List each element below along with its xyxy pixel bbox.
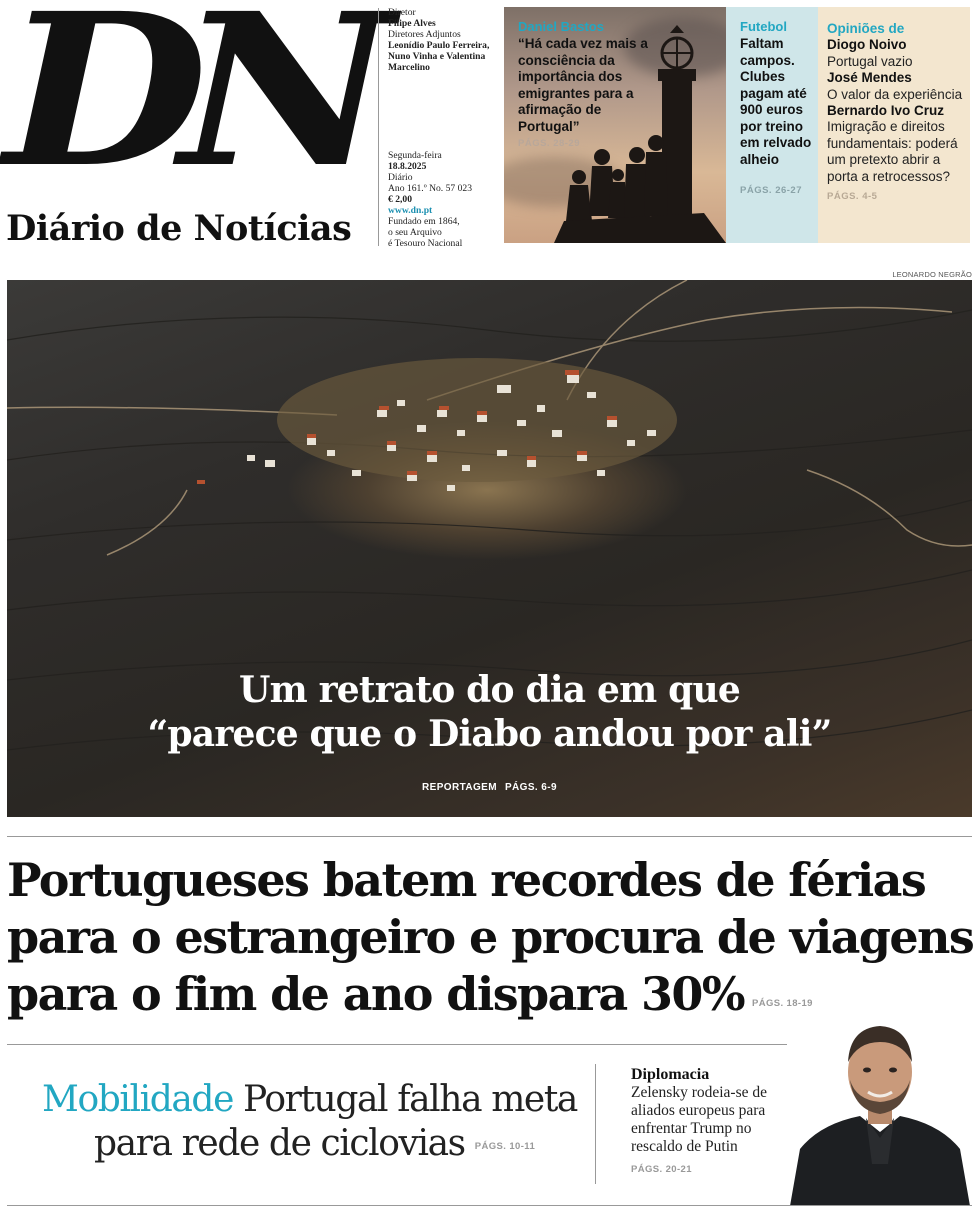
lead-headline: Portugueses batem recordes de férias para o estrangeiro e procura de viagens para o fim de ano dispara 30% [7, 853, 974, 1021]
opinion-author: José Mendes [827, 70, 912, 86]
edition-date: 18.8.2025 [388, 161, 427, 172]
newspaper-name: Diário de Notícias [6, 208, 352, 249]
teaser-pages: PÁGS. 28-29 [518, 138, 580, 149]
teaser-kicker: Daniel Bastos [518, 19, 604, 34]
heritage-note: é Tesouro Nacional [388, 238, 463, 249]
mobility-story[interactable] [42, 1078, 582, 1169]
teaser-pages: PÁGS. 26-27 [740, 185, 802, 196]
diplomacy-story[interactable] [631, 1066, 791, 1179]
teaser-opinions[interactable] [818, 7, 970, 243]
mobility-headline-line: para rede de ciclovias [94, 1123, 465, 1164]
edition-info [388, 150, 500, 249]
footer-divider [7, 1205, 972, 1206]
logo-letters: DN [4, 0, 365, 214]
lead-pages: PÁGS. 18-19 [751, 998, 813, 1009]
teaser-football[interactable] [726, 7, 818, 243]
main-headline-line: “parece que o Diabo andou por ali” [147, 713, 832, 755]
director-name: Filipe Alves [388, 18, 436, 29]
teaser-kicker: Opiniões de [827, 21, 905, 36]
masthead-logo[interactable] [4, 0, 365, 254]
section-divider [7, 1044, 787, 1045]
mobility-pages: PÁGS. 10-11 [474, 1141, 536, 1152]
opinion-title: O valor da experiência [827, 86, 963, 102]
deputies-label: Diretores Adjuntos [388, 29, 461, 40]
mobility-headline-line: Portugal falha meta [243, 1079, 577, 1120]
column-divider [595, 1064, 596, 1184]
photo-credit: LEONARDO NEGRÃO [892, 270, 972, 279]
main-section-label [7, 782, 972, 793]
weekday: Segunda-feira [388, 150, 442, 161]
issue-number: Ano 161.º No. 57 023 [388, 183, 472, 194]
teaser-pages: PÁGS. 4-5 [827, 191, 878, 203]
main-headline-line: Um retrato do dia em que [239, 669, 740, 711]
teaser-headline: Faltam campos. Clubes pagam até 900 euros por treino em relvado alheio [740, 36, 812, 167]
website-link[interactable]: www.dn.pt [388, 205, 433, 216]
teaser-headline: “Há cada vez mais a consciência da importância dos emigrantes para a afirmação de Portugal” [518, 36, 648, 134]
director-label: Diretor [388, 7, 416, 18]
main-story[interactable] [7, 280, 972, 817]
deputies-names: Leonídio Paulo Ferreira, Nuno Vinha e Valentina Marcelino [388, 40, 490, 73]
price: € 2,00 [388, 194, 412, 205]
staff-box [388, 7, 500, 73]
lead-story[interactable] [7, 852, 975, 1032]
diplomacy-pages: PÁGS. 20-21 [631, 1164, 692, 1175]
founded-note: Fundado em 1864, [388, 216, 460, 227]
portrait-illustration [790, 1014, 970, 1206]
mobility-kicker: Mobilidade [42, 1079, 233, 1120]
opinion-title: Imigração e direitos fundamentais: poderá um pretexto abrir a porta a retrocessos? [827, 119, 958, 184]
section-name: REPORTAGEM [422, 782, 497, 793]
zelensky-portrait-image [790, 1014, 970, 1206]
masthead-divider [378, 8, 379, 246]
diplomacy-kicker: Diplomacia [631, 1066, 710, 1083]
main-headline [7, 668, 972, 756]
frequency: Diário [388, 172, 413, 183]
diplomacy-headline: Zelensky rodeia-se de aliados europeus para enfrentar Trump no rescaldo de Putin [631, 1084, 767, 1155]
teaser-emigrants[interactable] [504, 7, 726, 243]
archive-note: o seu Arquivo [388, 227, 442, 238]
opinion-author: Diogo Noivo [827, 37, 907, 53]
section-pages: PÁGS. 6-9 [504, 782, 557, 793]
teaser-kicker: Futebol [740, 19, 787, 34]
opinion-title: Portugal vazio [827, 53, 913, 69]
opinion-author: Bernardo Ivo Cruz [827, 103, 945, 119]
section-divider [7, 836, 972, 837]
